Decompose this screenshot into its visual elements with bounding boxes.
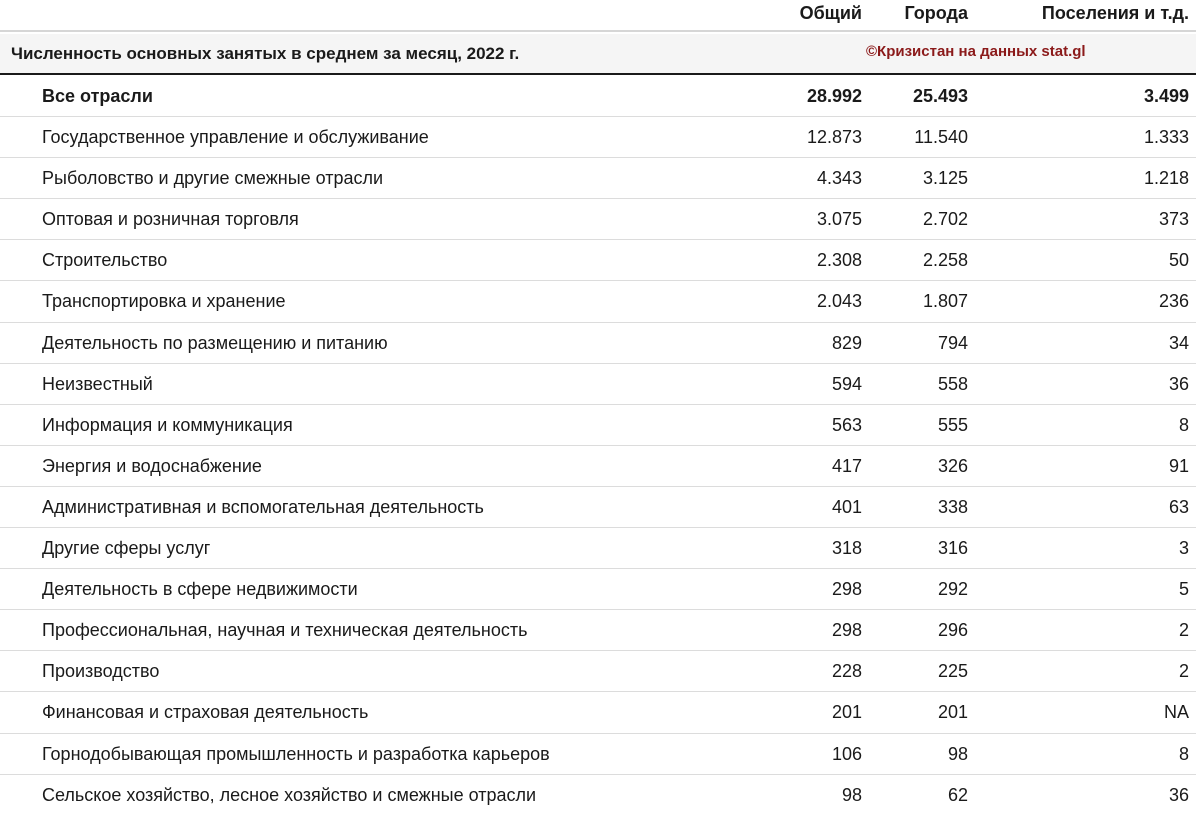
row-value-towns: 62 [947,784,968,805]
row-label: Другие сферы услуг [42,538,211,559]
row-value-settlements: 8 [1178,414,1189,435]
row-value-total: 4.343 [816,168,862,189]
row-value-total: 318 [831,538,862,559]
row-value-towns: 201 [937,702,968,723]
row-label: Строительство [42,250,168,271]
row-value-settlements: 50 [1168,250,1189,271]
table-row [0,692,1196,733]
row-value-settlements: 3 [1178,538,1189,559]
table-body [0,76,1196,815]
source-note: ©Кризистан на данных stat.gl [866,43,1086,60]
row-label: Информация и коммуникация [42,414,293,435]
row-value-towns: 555 [937,414,968,435]
row-value-towns: 296 [937,620,968,641]
table-row [0,158,1196,199]
row-value-settlements: 1.333 [1143,127,1189,148]
table-row [0,528,1196,569]
table-row [0,364,1196,405]
row-value-towns: 794 [937,332,968,353]
row-value-total: 401 [831,496,862,517]
row-label: Неизвестный [42,373,153,394]
column-header-towns: Города [904,3,968,23]
row-value-settlements: 5 [1178,579,1189,600]
row-value-total: 28.992 [806,86,862,106]
row-value-settlements: 36 [1168,784,1189,805]
row-value-towns: 98 [947,743,968,764]
row-label: Административная и вспомогательная деятельность [42,496,484,517]
row-value-settlements: 2 [1178,620,1189,641]
row-value-total: 12.873 [806,127,862,148]
row-value-settlements: 3.499 [1143,86,1189,106]
row-value-total: 2.043 [816,291,862,312]
row-value-total: 563 [831,414,862,435]
row-value-towns: 338 [937,496,968,517]
row-value-settlements: 1.218 [1143,168,1189,189]
table-title: Численность основных занятых в среднем за месяц, 2022 г. [11,44,520,63]
row-value-towns: 326 [937,455,968,476]
row-value-total: 3.075 [816,209,862,230]
table-row [0,405,1196,446]
row-value-total: 298 [831,620,862,641]
table-row [0,323,1196,364]
row-label: Транспортировка и хранение [42,291,286,312]
table-row [0,569,1196,610]
row-value-settlements: 373 [1158,209,1189,230]
row-value-settlements: 34 [1168,332,1189,353]
row-value-towns: 292 [937,579,968,600]
row-value-settlements: 36 [1168,373,1189,394]
row-value-towns: 225 [937,661,968,682]
column-header-total: Общий [799,3,862,23]
row-value-settlements: 2 [1178,661,1189,682]
row-label: Профессиональная, научная и техническая деятельность [42,620,528,641]
row-value-towns: 11.540 [914,127,968,148]
row-value-settlements: 236 [1158,291,1189,312]
table-row [0,240,1196,281]
row-label: Деятельность по размещению и питанию [42,332,388,353]
row-label: Оптовая и розничная торговля [42,209,299,230]
row-value-total: 228 [831,661,862,682]
row-value-towns: 25.493 [912,86,968,106]
row-label: Энергия и водоснабжение [42,455,262,476]
row-value-total: 298 [831,579,862,600]
table-row [0,610,1196,651]
row-value-settlements: 91 [1168,455,1189,476]
row-value-towns: 3.125 [922,168,968,189]
row-label: Финансовая и страховая деятельность [42,702,369,723]
column-header-settlements: Поселения и т.д. [1041,3,1189,23]
row-value-towns: 2.702 [922,209,968,230]
row-value-towns: 558 [937,373,968,394]
table-row-total [0,76,1196,117]
table-row [0,199,1196,240]
row-label: Производство [42,661,160,682]
row-value-settlements: 63 [1168,496,1189,517]
table-row [0,651,1196,692]
row-label: Государственное управление и обслуживание [42,127,429,148]
table-row [0,775,1196,815]
table-title-row [0,34,1196,75]
row-value-total: 594 [831,373,862,394]
table-row [0,281,1196,322]
row-value-total: 2.308 [816,250,862,271]
row-value-total: 417 [831,455,862,476]
row-value-total: 829 [831,332,862,353]
row-value-total: 98 [841,784,862,805]
row-label: Деятельность в сфере недвижимости [42,579,358,600]
row-value-total: 106 [831,743,862,764]
row-value-settlements: 8 [1178,743,1189,764]
column-header-row [0,0,1196,32]
row-value-total: 201 [831,702,862,723]
row-value-towns: 1.807 [922,291,968,312]
table-row [0,117,1196,158]
table-row [0,446,1196,487]
table-row [0,734,1196,775]
row-value-towns: 316 [937,538,968,559]
table-row [0,487,1196,528]
row-label: Сельское хозяйство, лесное хозяйство и смежные отрасли [42,784,537,805]
row-value-settlements: NA [1163,702,1189,723]
row-label: Все отрасли [42,86,153,106]
row-label: Горнодобывающая промышленность и разработка карьеров [42,743,550,764]
row-label: Рыболовство и другие смежные отрасли [42,168,384,189]
row-value-towns: 2.258 [922,250,968,271]
